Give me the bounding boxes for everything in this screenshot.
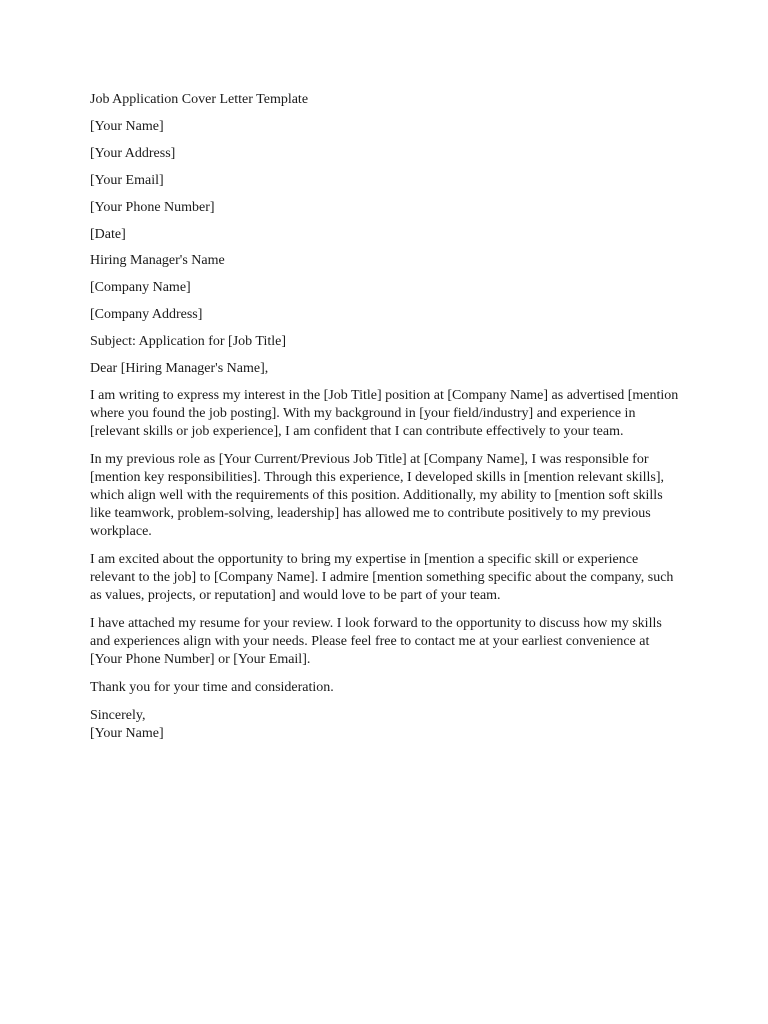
sender-name: [Your Name] [90,119,164,134]
document-title: Job Application Cover Letter Template [90,92,309,107]
sender-email: [Your Email] [90,173,164,188]
letter-closing: Sincerely, [90,708,146,723]
recipient-company-name: [Company Name] [90,280,191,295]
letter-signature: [Your Name] [90,726,164,741]
letter-salutation: Dear [Hiring Manager's Name], [90,361,269,376]
body-paragraph-experience: In my previous role as [Your Current/Previous Job Title] at [Company Name], I was responsible for [mention key responsibilities]. Through this experience, I developed skills in [mention relevant skills], which align well with the requirements of this position. Additionally, my ability to [mention soft skills like teamwork, problem-solving, leadership] has allowed me to contribute positively to my previous workplace. [90,452,665,539]
sender-phone: [Your Phone Number] [90,200,215,215]
letter-closing-block [90,707,682,743]
letter-date: [Date] [90,227,126,242]
body-paragraph-company: I am excited about the opportunity to bring my expertise in [mention a specific skill or experience relevant to the job] to [Company Name]. I admire [mention something specific about the company, such as values, projects, or reputation] and would love to be part of your team. [90,552,674,603]
recipient-company-address: [Company Address] [90,307,203,322]
body-paragraph-thanks: Thank you for your time and consideration. [90,680,334,695]
recipient-hiring-manager: Hiring Manager's Name [90,253,225,268]
body-paragraph-interest: I am writing to express my interest in the [Job Title] position at [Company Name] as advertised [mention where you found the job posting]. With my background in [your field/industry] and experience in [relevant skills or job experience], I am confident that I can contribute effectively to your team. [90,388,679,439]
body-paragraph-resume: I have attached my resume for your review. I look forward to the opportunity to discuss how my skills and experiences align with your needs. Please feel free to contact me at your earliest convenience at [Your Phone Number] or [Your Email]. [90,616,662,667]
sender-address: [Your Address] [90,146,176,161]
letter-subject: Subject: Application for [Job Title] [90,334,286,349]
cover-letter [90,91,682,743]
